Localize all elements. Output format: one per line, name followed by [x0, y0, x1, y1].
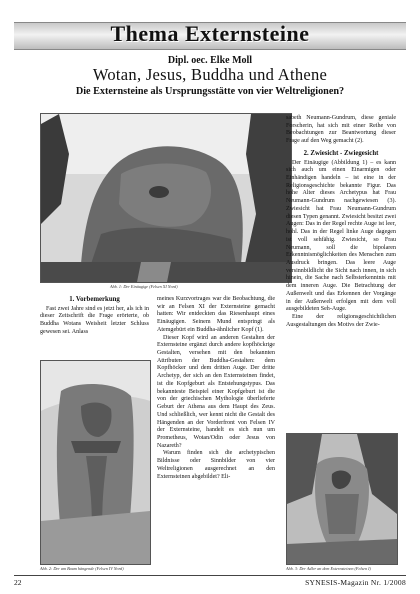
section-heading-2: 2. Zwiesicht - Zwiegesicht — [303, 149, 379, 157]
page-number: 22 — [14, 578, 22, 587]
column-1 — [40, 296, 149, 337]
figure-2-caption: Abb. 2: Der am Baum hängende (Felsen IV Nord) — [40, 566, 124, 571]
paragraph: Eine der religionsgeschichtlichen Ausgestaltungen des Motivs der Zwie- — [286, 313, 396, 328]
column-3 — [286, 115, 396, 329]
figure-3-photo — [286, 433, 398, 565]
magazine-name: SYNESIS-Magazin Nr. 1/2008 — [305, 578, 406, 587]
figure-1-photo — [40, 113, 292, 283]
section-banner — [14, 22, 406, 50]
paragraph: Warum finden sich die archetypischen Bildnisse oder Sinnbilder von vier Weltreligionen ausgerechnet an den Externsteinen abgebildet? Eli- — [157, 450, 275, 480]
paragraph: Dieser Kopf wird an anderen Gestalten der Externsteine ergänzt durch andere kopfhöckrige Gestalten, versehen mit den bekannten Attributen der Buddha-Gestalten: dem Kopfhöcker und dem dritten Auge. Der dritte Archetyp, der sich an den Externsteinen findet, ist die Kopfgeburt als Entstehungstypus. Das bekannteste Beispiel einer Kopfgeburt ist die von der griechischen Mythologie überlieferte Geburt der Athena aus dem Haupt des Zeus. Und schließlich, wer kennt nicht die Gestalt des Hängenden an der Vorderfront von Felsen IV der Externsteine, handelt es sich nun um Prometheus, Wotan/Odin oder Jesus von Nazareth? — [157, 334, 275, 449]
column-2 — [157, 296, 275, 481]
article-subtitle: Die Externsteine als Ursprungsstätte von vier Weltreligionen? — [75, 86, 345, 97]
paragraph: Der Einäugige (Abbildung 1) – es kann sich auch um einen Einarmigen oder Einhändigen handeln – ist eine in der Religionsgeschichte bekannte Figur. Das hohe Alter dieses Archetypus hat Frau Neumann-Gundrum nachgewiesen (3). Zwiesicht hat Frau Neumann-Gundrum diesen Typen genannt. Zwiesicht besitzt zwei Augen: Das in der Regel rechte Auge ist leer, hohl. Das in der Regel linke Auge dagegen ist voll sehfähig. Zwiesicht, so Frau Neumann, soll die bipolaren Erkenntnismöglichkeiten des Menschen zum Ausdruck bringen. Das leere Auge versinnbildlicht die Sicht nach innen, in sich hinein, die Sache nach Selbsterkenntnis mit dem inneren Auge. Die Betrachtung der Außenwelt und das Erkennen der Vorgänge in der Außenwelt erfolgen mit dem voll ausgebildeten Seh-Auge. — [286, 159, 396, 313]
section-title: Thema Externsteine — [110, 21, 310, 46]
figure-1-caption: Abb. 1: Der Einäugige (Felsen XI Nord) — [110, 284, 178, 289]
footer-rule — [14, 575, 406, 576]
article-author: Dipl. oec. Elke Moll — [167, 55, 253, 66]
figure-3-caption: Abb. 3: Der Adler an dem Externsteinen (Felsen I) — [286, 566, 371, 571]
paragraph: meines Kurzvortrages war die Beobachtung, die wir an Felsen XI der Externsteine gemacht hatten: Wir entdeckten das Riesenhaupt eines Einäugigen. Seinem Mund entspringt als Atemgebürt ein Buddha-ähnlicher Kopf (1). — [157, 296, 275, 333]
article-title: Wotan, Jesus, Buddha und Athene — [92, 65, 328, 84]
paragraph: Fast zwei Jahre sind es jetzt her, als ich in dieser Zeitschrift die Frage erörterte, ob Buddha Wotans Weisheit letzter Schluss gewesen sei. Anlass — [40, 305, 149, 335]
section-heading-1: 1. Vorbemerkung — [69, 296, 120, 303]
paragraph: sabeth Neumann-Gundrum, diese geniale Forscherin, hat sich mit einer Reihe von Beobachtungen zur Beantwortung dieser Frage auf den Weg gemacht (2). — [286, 115, 396, 145]
figure-2-photo — [40, 360, 151, 565]
